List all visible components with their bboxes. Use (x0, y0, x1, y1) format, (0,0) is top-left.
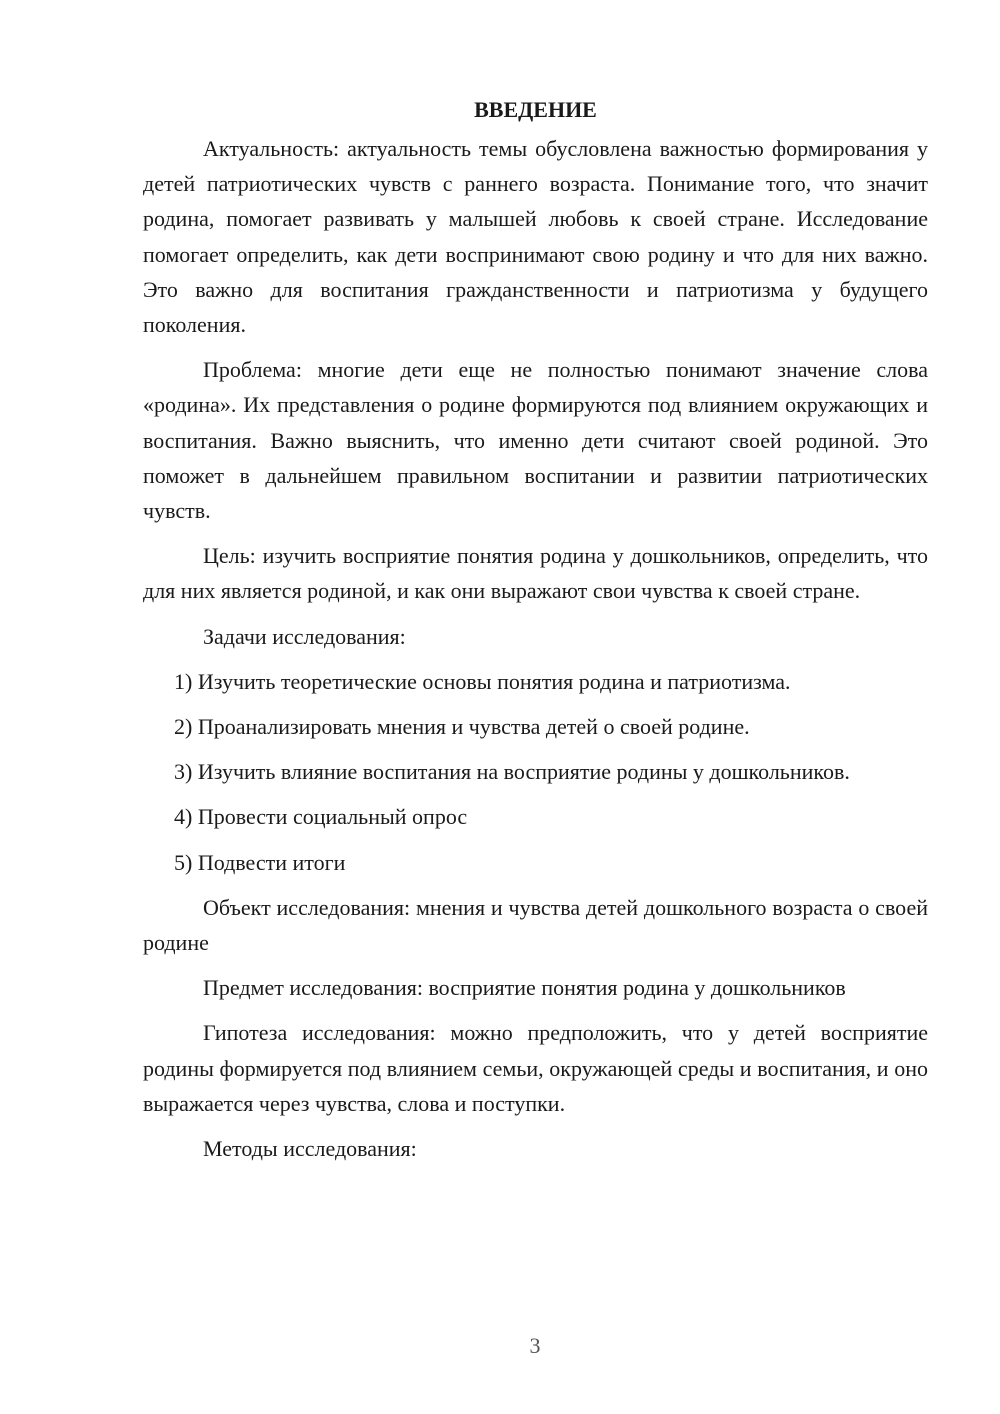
paragraph-methods: Методы исследования: (203, 1136, 417, 1162)
task-item-3: 3) Изучить влияние воспитания на восприятие родины у дошкольников. (174, 759, 850, 785)
page-number: 3 (529, 1333, 541, 1358)
task-item-4: 4) Провести социальный опрос (174, 804, 468, 830)
document-page (143, 92, 928, 1176)
paragraph-goal: Цель: изучить восприятие понятия родина у дошкольников, определить, что для них является родиной, и как они выражают свои чувства к своей стране. (143, 543, 928, 604)
paragraph-relevance: Актуальность: актуальность темы обусловлена важностью формирования у детей патриотических чувств с раннего возраста. Понимание того, что значит родина, помогает развивать у малышей любовь к своей стране. Исследование помогает определить, как дети воспринимают свою родину и что для них важно. Это важно для воспитания гражданственности и патриотизма у будущего поколения. (143, 136, 928, 338)
paragraph-hypothesis: Гипотеза исследования: можно предположить, что у детей восприятие родины формируется под влиянием семьи, окружающей среды и воспитания, и оно выражается через чувства, слова и поступки. (143, 1020, 928, 1116)
paragraph-subject: Предмет исследования: восприятие понятия родина у дошкольников (203, 975, 846, 1001)
task-item-2: 2) Проанализировать мнения и чувства детей о своей родине. (174, 714, 750, 740)
paragraph-object: Объект исследования: мнения и чувства детей дошкольного возраста о своей родине (143, 894, 928, 956)
paragraph-tasks-heading: Задачи исследования: (203, 623, 406, 649)
task-item-1: 1) Изучить теоретические основы понятия родина и патриотизма. (174, 668, 791, 694)
task-item-5: 5) Подвести итоги (174, 849, 346, 875)
page-title: ВВЕДЕНИЕ (474, 97, 597, 122)
paragraph-problem: Проблема: многие дети еще не полностью понимают значение слова «родина». Их представления о родине формируются под влиянием окружающих и воспитания. Важно выяснить, что именно дети считают своей родиной. Это поможет в дальнейшем правильном воспитании и развитии патриотических чувств. (143, 357, 928, 524)
